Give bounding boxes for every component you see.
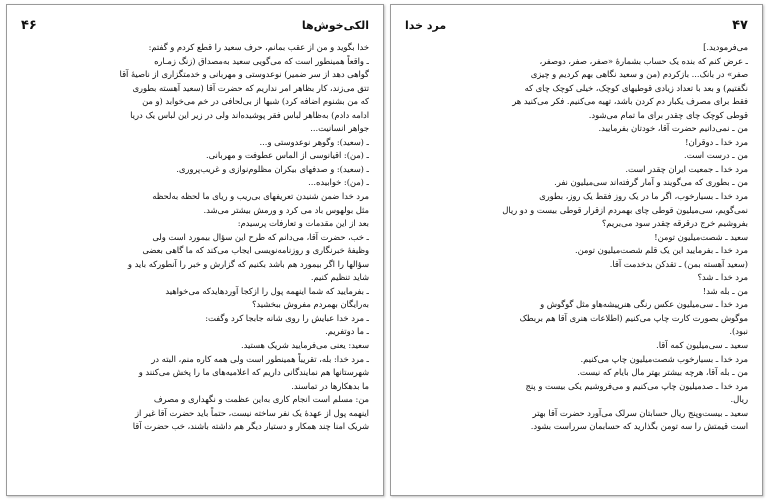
text-line: که من بشنوم اضافه کرد) شبها از بی‌لحافی در خم می‌خوابد (و من	[142, 96, 369, 107]
text-line: شهرستانها هم نمایندگانی داریم که اعلامیه‌های ما را پخش می‌کنند و	[138, 367, 369, 378]
text-line: من ـ درست است.	[684, 150, 748, 161]
text-line: ـ واقعاً همینطور است که می‌گویی سعید به‌مصداق (زنگ زمـاره	[154, 55, 369, 66]
right-page	[390, 4, 763, 496]
text-line: مرد خدا ـ جمعیت ایران چقدر است.	[625, 163, 748, 174]
right-page-header	[405, 15, 748, 35]
text-line: قوطی کوچک چای چقدر برای ما تمام می‌شود.	[588, 109, 748, 120]
text-line: بعد از این مقدمات و تعارفات پرسیدم:	[237, 218, 369, 229]
text-line: ما بدهکارها در تماسند.	[291, 380, 369, 391]
text-line: نگفتیم) و بعد با تعداد زیادی قوطیهای کوچک، خیلی کوچک چای که	[524, 82, 748, 93]
text-line: ـ مرد خدا: بله، تقریباً همینطور است ولی همه کاره منم، البته در	[151, 353, 369, 364]
text-line: ـ مرد خدا عبایش را روی شانه جابجا کرد وگفت:	[205, 312, 369, 323]
text-line: ادامه دادم) به‌ظاهر لباس فقر پوشیده‌اند ولی در زیر این لباس یک دریا	[130, 109, 369, 120]
left-page-header	[21, 15, 369, 35]
right-page-body	[405, 41, 748, 489]
text-line: مرد خدا ضمن شنیدن تعریفهای بی‌ریب و ریای ما لحظه به‌لحظه	[152, 191, 369, 202]
left-running-title: الکی‌خوش‌ها	[301, 18, 369, 32]
text-line: نبود).	[729, 326, 748, 337]
text-line: گواهی دهد از سر ضمیر) نوعدوستی و مهربانی و خدمتگزاری از ناصیهٔ آقا	[119, 69, 369, 80]
text-line: سعید ـ سی‌میلیون کمه آقا.	[656, 340, 748, 351]
text-line: تتق می‌زند، کار بظاهر امر نداریم که حضرت آقا (سعید آهسته بطوری	[132, 82, 369, 93]
text-line: سعید: یعنی می‌فرمایید شریک هستید.	[241, 340, 369, 351]
text-line: مرد خدا ـ بسیارخوب، اگر ما در یک روز فقط یک روز، بطوری	[539, 191, 748, 202]
text-line: من ـ بطوری که می‌گویند و آمار گرفته‌اند سی‌میلیون نفر.	[554, 177, 748, 188]
text-line: (سعید آهسته بمن) ـ تقدکن بدخدمت آقا.	[609, 258, 748, 269]
text-line: ـ خب، حضرت آقا، می‌دانم که طرح این سؤال بیمورد است ولی	[152, 231, 369, 242]
text-line: ـ (من): خوابیده...	[308, 177, 369, 188]
text-line: شاید تنظیم کنیم.	[310, 272, 369, 283]
text-line: من: مسلم است انجام کاری به‌این عظمت و نگهداری و مصرف	[153, 394, 369, 405]
text-line: موگوش بصورت کارت چاپ می‌کنیم (اطلاعات هنری آقا هم بربطک	[519, 312, 748, 323]
text-line: شریک امنا چند همکار و دستیار دیگر هم داشته باشند، خب حضرت آقا	[132, 421, 369, 432]
text-line: سعید ـ شصت‌میلیون تومن!	[654, 231, 748, 242]
text-line: من ـ بله شد!	[702, 285, 748, 296]
text-line: خدا بگوید و من از عقب بمانم، حرف سعید را قطع کردم و گفتم:	[148, 42, 369, 52]
text-line: ـ عرض کنم که بنده یک حساب بشمارهٔ «صفر، صفر، دوصفر،	[539, 55, 748, 66]
left-page-body	[21, 41, 369, 489]
text-line: مرد خدا ـ شد؟	[697, 272, 748, 283]
text-line: ریال.	[730, 394, 748, 405]
text-line: اینهمه پول از عهدهٔ یک نفر ساخته نیست، حتماً باید حضرت آقا غیر از	[134, 407, 369, 418]
text-line: نمی‌گویم، سی‌میلیون قوطی چای بهمردم ازقرار قوطی بیست و دو ریال	[502, 204, 748, 215]
text-line: مرد خدا ـ بفرمایید این یک قلم شصت‌میلیون تومن.	[574, 245, 748, 256]
text-line: صفر» در بانک... بازکردم (من و سعید نگاهی بهم کردیم و چیزی	[530, 69, 748, 80]
text-line: مرد خدا ـ سی‌میلیون عکس رنگی هنرپیشه‌ها‌و مثل گوگوش و	[540, 299, 748, 310]
text-line: سؤالها را اگر بیمورد هم باشد بکنیم که گزارش و خبر را آنطورکه باید و	[127, 258, 369, 269]
text-line: جواهر انسانیت...	[310, 123, 369, 134]
text-line: ـ بفرمایید که شما اینهمه پول را ازکجا آوردهایدکه می‌خواهید	[165, 285, 369, 296]
text-line: ـ (سعید): و صدفهای بیکران مظلوم‌نوازی و غریب‌پروری.	[176, 163, 369, 174]
text-line: ـ (من): اقیانوسی از الماس عطوفت و مهربانی.	[206, 150, 369, 161]
text-line: مرد خدا ـ بسیارخوب شصت‌میلیون چاپ می‌کنیم.	[580, 353, 748, 364]
text-line: بفروشیم خرج درقرقه چقدر سود می‌بریم؟	[601, 218, 748, 229]
text-line: است قیمتش را سه تومن بگذارید که حسابمان سرراست بشود.	[530, 421, 748, 432]
left-page-number: ۴۶	[21, 17, 37, 33]
text-line: مرد خدا ـ صدمیلیون چاپ می‌کنیم و می‌فروشیم یکی بیست و پنج	[525, 380, 748, 391]
right-running-title: مرد خدا	[405, 18, 447, 32]
text-line: سعید ـ بیست‌وپنج ریال حسابتان سرلک می‌آورد حضرت آقا بهتر	[532, 407, 748, 418]
text-line: من ـ بله آقا، هرچه بیشتر بهتر مال بایام که نیست.	[577, 367, 748, 378]
text-line: مرد خدا ـ دوقران!	[685, 136, 748, 147]
text-line: ـ (سعید): وگوهر نوعدوستی و...	[259, 136, 369, 147]
text-line: به‌رایگان بهمردم مفروش ببخشید؟	[251, 299, 369, 310]
text-line: می‌فرمودید.]	[703, 42, 748, 52]
text-line: وظیفهٔ خبرنگاری و روزنامه‌نویسی ایجاب می‌کند که ما گاهی بعضی	[142, 245, 369, 256]
left-page	[6, 4, 384, 496]
text-line: فقط برای مصرف یکبار دم کردن باشد، تهیه می‌کنیم. فکر می‌کنید هر	[512, 96, 748, 107]
text-line: مثل بولهوس باد می کرد و ورمش بیشتر می‌شد.	[203, 204, 369, 215]
text-line: ـ ما دوتفریم.	[325, 326, 369, 337]
text-line: من ـ نمی‌دانیم حضرت آقا، خودتان بفرمایید.	[598, 123, 748, 134]
right-page-number: ۴۷	[732, 17, 748, 33]
